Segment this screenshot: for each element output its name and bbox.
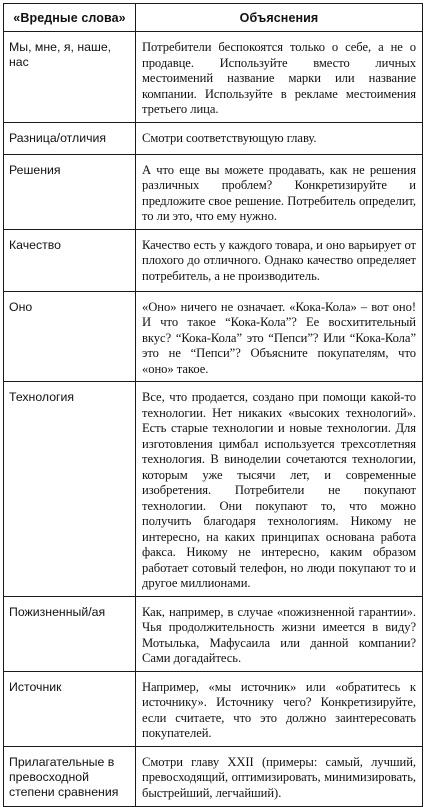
table-row bbox=[4, 229, 423, 291]
table-row bbox=[4, 32, 423, 123]
row-explanation: Смотри главу XXII (примеры: самый, лучший, превосходящий, оптимизировать, минимизировать, быстрейший, легчайший). bbox=[136, 746, 423, 806]
bad-words-table bbox=[3, 3, 423, 807]
row-term: Источник bbox=[4, 671, 136, 746]
table-row bbox=[4, 291, 423, 382]
row-explanation: Смотри соответствующую главу. bbox=[136, 122, 423, 154]
row-term: Мы, мне, я, наше, нас bbox=[4, 32, 136, 123]
row-term: Оно bbox=[4, 291, 136, 382]
row-explanation: Например, «мы источник» или «обратитесь к источнику». Источнику чего? Конкретизируйте, если считаете, что это должно заинтересовать покупателей. bbox=[136, 671, 423, 746]
table-row bbox=[4, 154, 423, 229]
row-term: Решения bbox=[4, 154, 136, 229]
row-explanation: А что еще вы можете продавать, как не решения различных проблем? Конкретизируйте и предложите свое решение. Потребитель определит, то ли это, что ему нужно. bbox=[136, 154, 423, 229]
row-term: Пожизненный/ая bbox=[4, 596, 136, 671]
row-explanation: Качество есть у каждого товара, и оно варьирует от плохого до отличного. Однако качество определяет потребитель, а не производитель. bbox=[136, 229, 423, 291]
table-row bbox=[4, 382, 423, 597]
row-explanation: Все, что продается, создано при помощи какой-то технологии. Нет никаких «высоких технологий». Есть старые технологии и новые технологии. Для изготовления цимбал используется трехсотлетняя технология. В виноделии сочетаются технологии, которым уже тысячи лет, и современные изобретения. Потребители не покупают технологии. Они покупают то, что можно получить благодаря технологиям. Никому не интересно, на каких принципах основана работа факса. Никому не интересно, каким образом работает сотовый телефон, но люди покупают то и другое миллионами. bbox=[136, 382, 423, 597]
row-term: Технология bbox=[4, 382, 136, 597]
table-row bbox=[4, 671, 423, 746]
document-page bbox=[3, 3, 422, 800]
row-explanation: «Оно» ничего не означает. «Кока-Кола» – вот оно! И что такое “Кока-Кола”? Ее восхитительный вкус? “Кока-Кола” это “Пепси”? Или “Кока-Кола” это не “Пепси”? Объясните покупателям, что «оно» такое. bbox=[136, 291, 423, 382]
table-row bbox=[4, 596, 423, 671]
table-row bbox=[4, 122, 423, 154]
header-explanations: Объяснения bbox=[136, 4, 423, 32]
row-term: Прилагательные в превосходной степени сравнения bbox=[4, 746, 136, 806]
row-term: Качество bbox=[4, 229, 136, 291]
table-header-row bbox=[4, 4, 423, 32]
row-term: Разница/отличия bbox=[4, 122, 136, 154]
header-bad-words: «Вредные слова» bbox=[4, 4, 136, 32]
row-explanation: Как, например, в случае «пожизненной гарантии». Чья продолжительность жизни имеется в виду? Мотылька, Мафусаила или данной компании? Сами догадайтесь. bbox=[136, 596, 423, 671]
table-row bbox=[4, 746, 423, 806]
row-explanation: Потребители беспокоятся только о себе, а не о продавце. Используйте вместо личных местоимений название марки или название компании. Используйте в рекламе местоимения третьего лица. bbox=[136, 32, 423, 123]
